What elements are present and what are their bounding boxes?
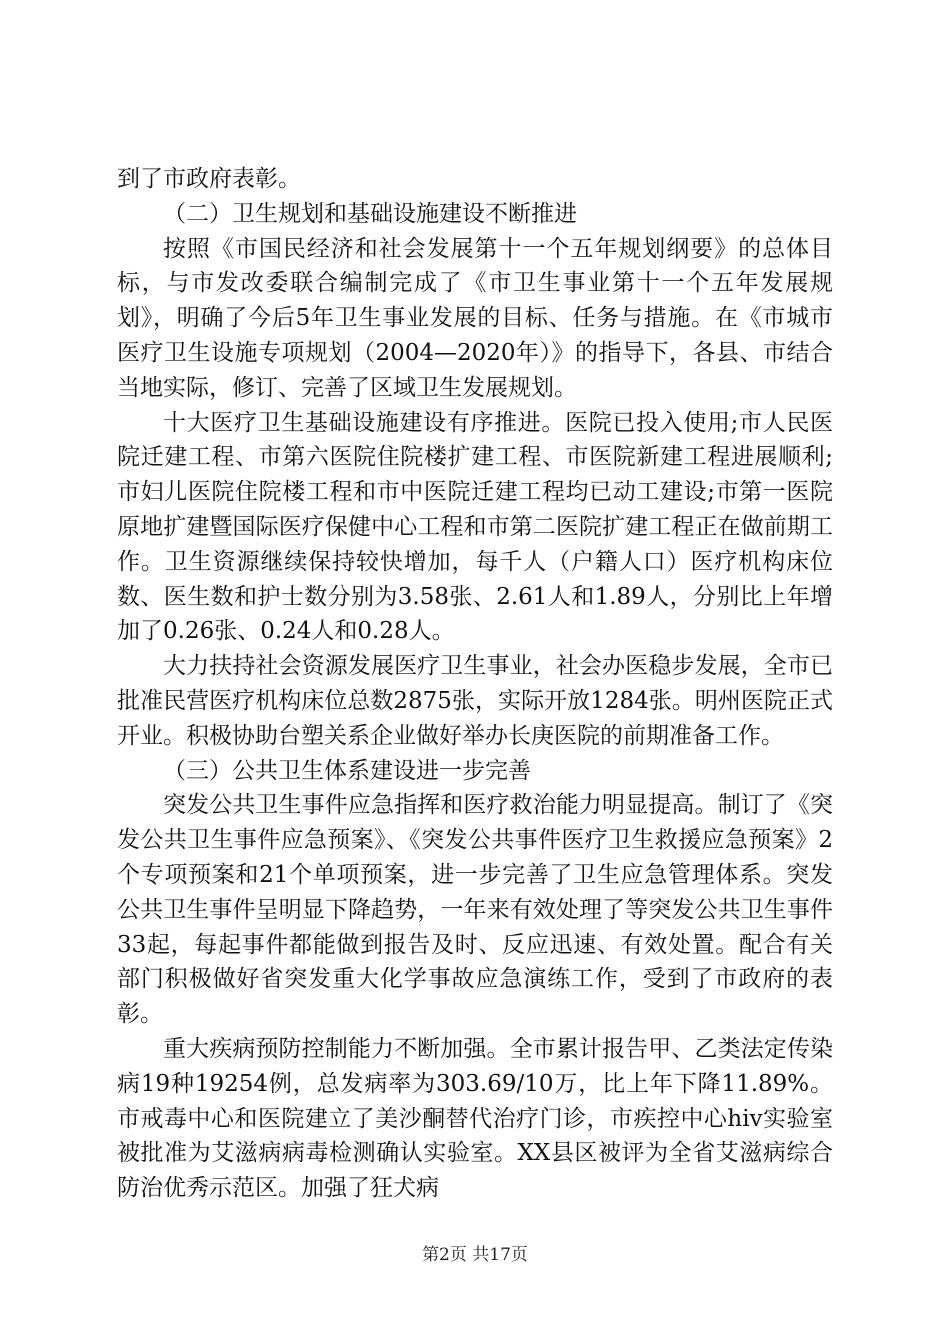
paragraph-disease-control: 重大疾病预防控制能力不断加强。全市累计报告甲、乙类法定传染病19种19254例，总发病率为303.69/10万，比上年下降11.89%。市戒毒中心和医院建立了美沙酮替代治疗门诊，市疾控中心hiv实验室被批准为艾滋病病毒检测确认实验室。XX县区被评为全省艾滋病综合防治优秀示范区。加强了狂犬病 — [117, 1035, 833, 1202]
paragraph-infrastructure: 十大医疗卫生基础设施建设有序推进。医院已投入使用;市人民医院迁建工程、市第六医院住院楼扩建工程、市医院新建工程进展顺利;市妇儿医院住院楼工程和市中医院迁建工程均已动工建设;市第一医院原地扩建暨国际医疗保健中心工程和市第二医院扩建工程正在做前期工作。卫生资源继续保持较快增加，每千人（户籍人口）医疗机构床位数、医生数和护士数分别为3.58张、2.61人和1.89人，分别比上年增加了0.26张、0.24人和0.28人。 — [117, 409, 833, 645]
document-body — [117, 162, 833, 1206]
paragraph-continuation: 到了市政府表彰。 — [117, 166, 301, 192]
section-heading-2: （二）卫生规划和基础设施建设不断推进 — [163, 200, 577, 227]
paragraph-planning: 按照《市国民经济和社会发展第十一个五年规划纲要》的总体目标，与市发改委联合编制完成了《市卫生事业第十一个五年发展规划》，明确了今后5年卫生事业发展的目标、任务与措施。在《市城市医疗卫生设施专项规划（2004—2020年）》的指导下，各县、市结合当地实际，修订、完善了区域卫生发展规划。 — [117, 235, 833, 401]
page-number-label: 第2页 共17页 — [422, 1245, 528, 1265]
section-heading-3: （三）公共卫生体系建设进一步完善 — [163, 757, 531, 784]
paragraph-emergency: 突发公共卫生事件应急指挥和医疗救治能力明显提高。制订了《突发公共卫生事件应急预案》、《突发公共事件医疗卫生救援应急预案》2个专项预案和21个单项预案，进一步完善了卫生应急管理体系。突发公共卫生事件呈明显下降趋势，一年来有效处理了等突发公共卫生事件33起，每起事件都能做到报告及时、反应迅速、有效处置。配合有关部门积极做好省突发重大化学事故应急演练工作，受到了市政府的表彰。 — [117, 792, 833, 1028]
paragraph-private-medical: 大力扶持社会资源发展医疗卫生事业，社会办医稳步发展，全市已批准民营医疗机构床位总数2875张，实际开放1284张。明州医院正式开业。积极协助台塑关系企业做好举办长庚医院的前期准备工作。 — [117, 653, 833, 749]
page-footer — [0, 1240, 950, 1265]
